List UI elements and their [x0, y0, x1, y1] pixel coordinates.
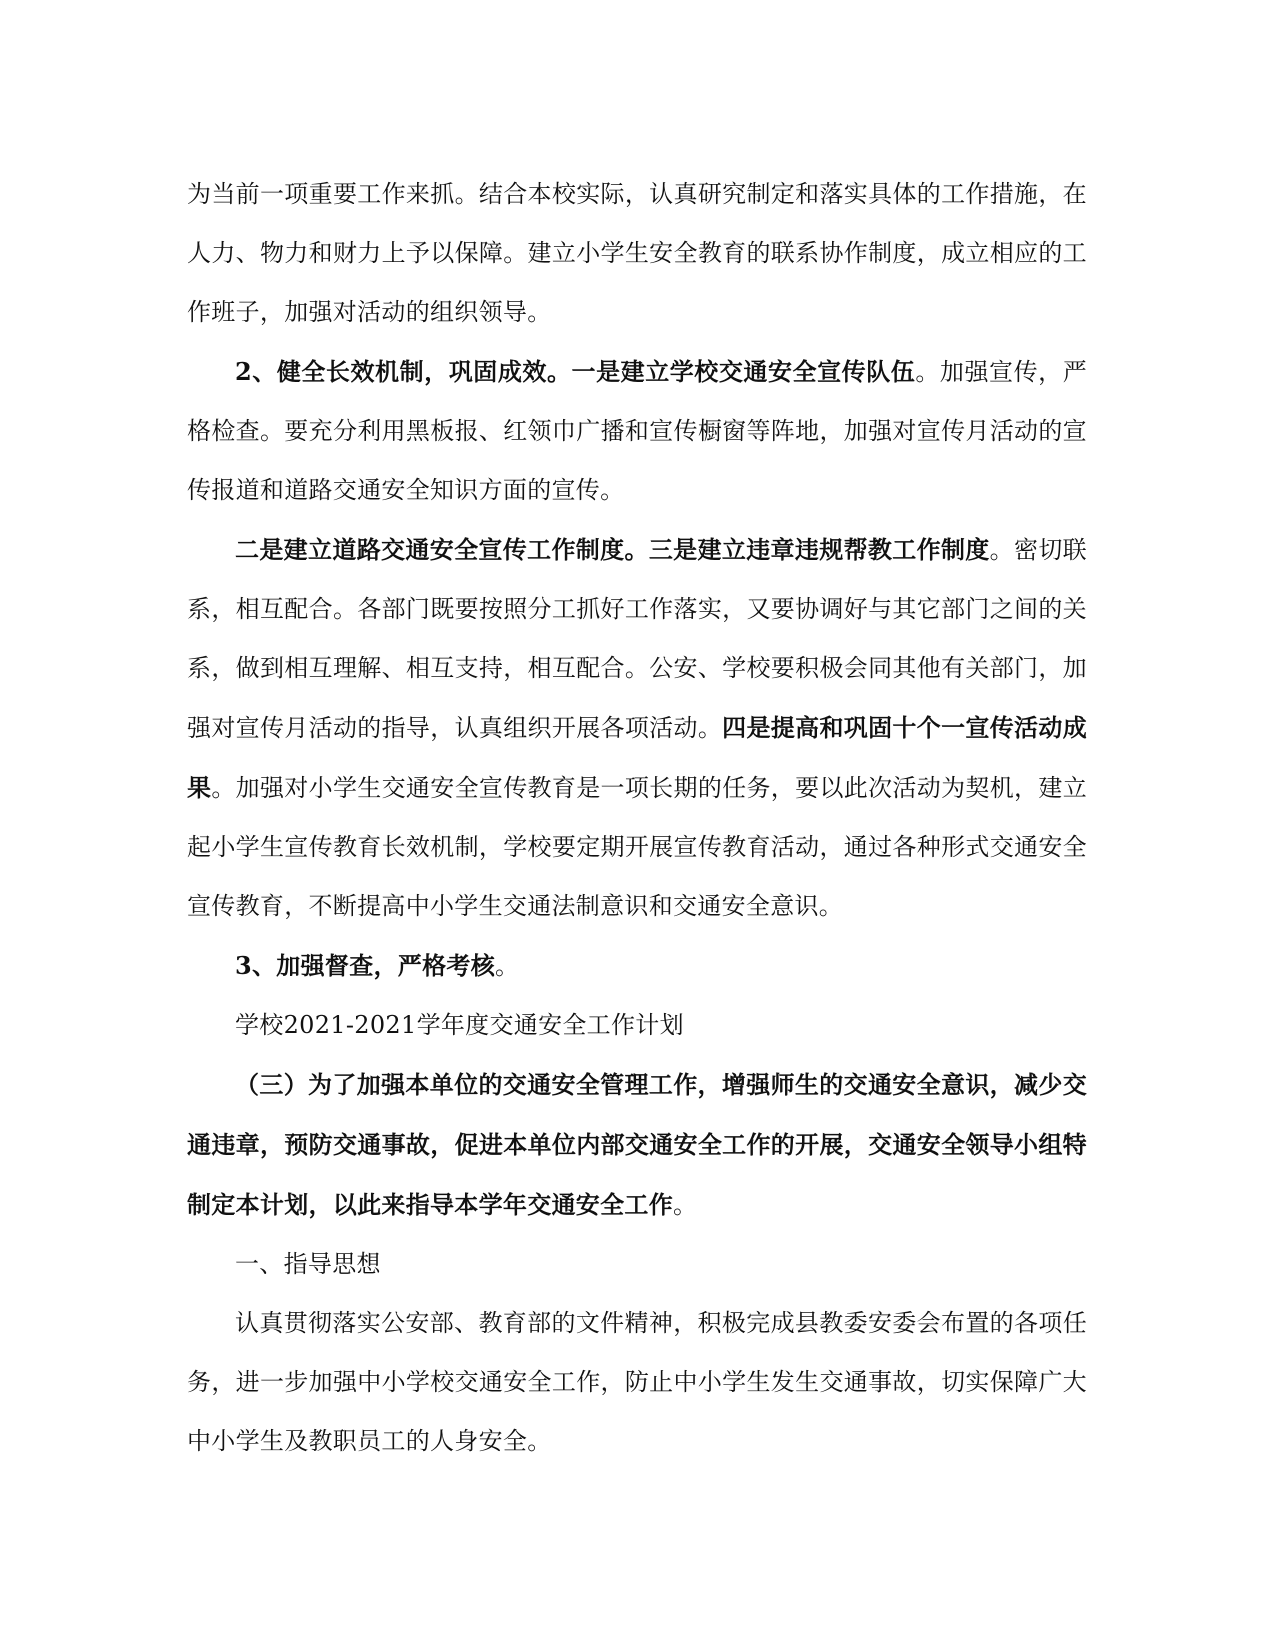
paragraph-2-text: 。加强宣传，严格检查。要充分利用黑板报、红领巾广播和宣传橱窗等阵地，加强对宣传月活动的宣传报道和道路交通安全知识方面的宣传。 — [187, 358, 1087, 504]
paragraph-8-text: 认真贯彻落实公安部、教育部的文件精神，积极完成县教委安委会布置的各项任务，进一步加强中小学校交通安全工作，防止中小学生发生交通事故，切实保障广大中小学生及教职员工的人身安全。 — [187, 1309, 1087, 1455]
paragraph-3 — [187, 520, 1087, 936]
document-title-text: 学校2021-2021学年度交通安全工作计划 — [235, 1011, 684, 1039]
paragraph-8 — [187, 1294, 1087, 1471]
paragraph-3-text-2: 。加强对小学生交通安全宣传教育是一项长期的任务，要以此次活动为契机，建立起小学生宣传教育长效机制，学校要定期开展宣传教育活动，通过各种形式交通安全宣传教育，不断提高中小学生交通法制意识和交通安全意识。 — [187, 774, 1087, 920]
paragraph-4-text: 。 — [495, 952, 520, 980]
paragraph-1-text: 为当前一项重要工作来抓。结合本校实际，认真研究制定和落实具体的工作措施，在人力、物力和财力上予以保障。建立小学生安全教育的联系协作制度，成立相应的工作班子，加强对活动的组织领导。 — [187, 180, 1087, 326]
paragraph-6-text: 。 — [673, 1191, 698, 1219]
paragraph-4 — [187, 936, 1087, 996]
paragraph-1 — [187, 165, 1087, 342]
paragraph-2 — [187, 342, 1087, 520]
paragraph-6-heading: （三）为了加强本单位的交通安全管理工作，增强师生的交通安全意识，减少交通违章，预防交通事故，促进本单位内部交通安全工作的开展，交通安全领导小组特制定本计划，以此来指导本学年交通安全工作 — [187, 1070, 1087, 1219]
section-heading — [187, 1235, 1087, 1294]
paragraph-2-heading: 2、健全长效机制，巩固成效。一是建立学校交通安全宣传队伍 — [235, 357, 916, 386]
document-title — [187, 996, 1087, 1055]
paragraph-3-subheading: 四是提高和巩固十个一宣传活动成果 — [187, 713, 1088, 802]
paragraph-6 — [187, 1055, 1087, 1235]
paragraph-4-heading: 3、加强督查，严格考核 — [235, 951, 495, 980]
document-body — [187, 165, 1087, 1471]
section-heading-text: 一、指导思想 — [235, 1250, 381, 1278]
paragraph-3-heading: 二是建立道路交通安全宣传工作制度。三是建立违章违规帮教工作制度 — [235, 535, 990, 564]
paragraph-3-text: 。密切联系，相互配合。各部门既要按照分工抓好工作落实，又要协调好与其它部门之间的关系，做到相互理解、相互支持，相互配合。公安、学校要积极会同其他有关部门，加强对宣传月活动的指导，认真组织开展各项活动。 — [187, 536, 1087, 742]
